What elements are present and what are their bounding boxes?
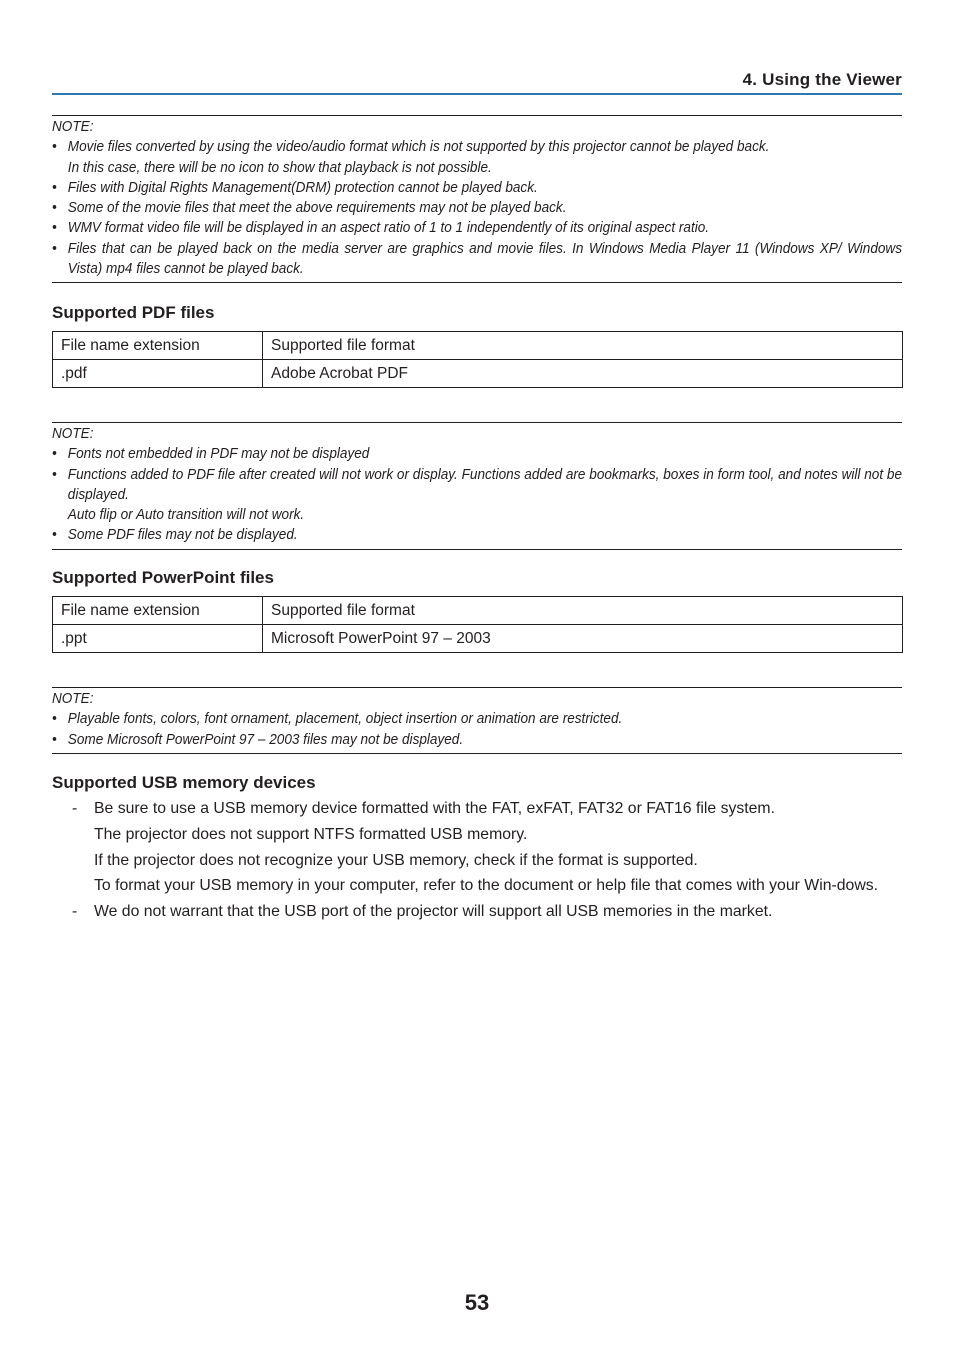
page-number: 53 (464, 1290, 490, 1315)
table-header-cell: File name extension (53, 332, 263, 360)
note-item: • Some Microsoft PowerPoint 97 – 2003 files may not be displayed. (52, 731, 464, 748)
pdf-format-table (52, 331, 903, 388)
table-header-cell: Supported file format (263, 597, 903, 625)
note-item: • Playable fonts, colors, font ornament, placement, object insertion or animation are restricted. (52, 711, 623, 728)
chapter-heading: 4. Using the Viewer (742, 70, 902, 89)
table-cell: Microsoft PowerPoint 97 – 2003 (263, 625, 903, 653)
section-title-pdf: Supported PDF files (52, 303, 215, 322)
section-title-usb: Supported USB memory devices (52, 773, 316, 792)
note-item: • Files with Digital Rights Management(DRM) protection cannot be played back. (52, 179, 538, 196)
section-title-powerpoint: Supported PowerPoint files (52, 568, 274, 587)
table-row (53, 360, 903, 388)
powerpoint-format-table (52, 596, 903, 653)
table-cell: .ppt (53, 625, 263, 653)
note-pdf (52, 422, 902, 550)
note-item: • Movie files converted by using the video/audio format which is not supported by this projector cannot be played back. In this case, there will be no icon to show that playback is not possible. (52, 139, 770, 176)
note-item: • WMV format video file will be displayed in an aspect ratio of 1 to 1 independently of its original aspect ratio. (52, 220, 710, 237)
table-row (53, 625, 903, 653)
note-item: • Files that can be played back on the media server are graphics and movie files. In Windows Media Player 11 (Windows XP/ Windows Vista) mp4 files cannot be played back. (52, 240, 903, 278)
note-item: • Some of the movie files that meet the above requirements may not be played back. (52, 200, 567, 217)
note-item: • Functions added to PDF file after created will not work or display. Functions added are bookmarks, boxes in form tool, and notes will not be displayed. Auto flip or Auto transition will not work. (52, 466, 903, 524)
chapter-rule (52, 93, 902, 95)
table-row (53, 332, 903, 360)
usb-requirements-list (52, 799, 902, 928)
table-cell: Adobe Acrobat PDF (263, 360, 903, 388)
note-powerpoint (52, 687, 902, 754)
table-row (53, 597, 903, 625)
note-title: NOTE: (52, 426, 94, 442)
note-title: NOTE: (52, 119, 94, 135)
list-item: - Be sure to use a USB memory device formatted with the FAT, exFAT, FAT32 or FAT16 file system. The projector does not support NTFS formatted USB memory. If the projector does not recognize your USB memory, check if the format is supported. To format your USB memory in your computer, refer to the document or help file that comes with your Win-dows. (72, 800, 879, 895)
note-title: NOTE: (52, 691, 94, 707)
table-cell: .pdf (53, 360, 263, 388)
note-movie-files (52, 115, 902, 283)
table-header-cell: File name extension (53, 597, 263, 625)
list-item: - We do not warrant that the USB port of the projector will support all USB memories in the market. (72, 903, 773, 921)
note-item: • Fonts not embedded in PDF may not be displayed (52, 446, 370, 463)
table-header-cell: Supported file format (263, 332, 903, 360)
note-item: • Some PDF files may not be displayed. (52, 527, 298, 544)
